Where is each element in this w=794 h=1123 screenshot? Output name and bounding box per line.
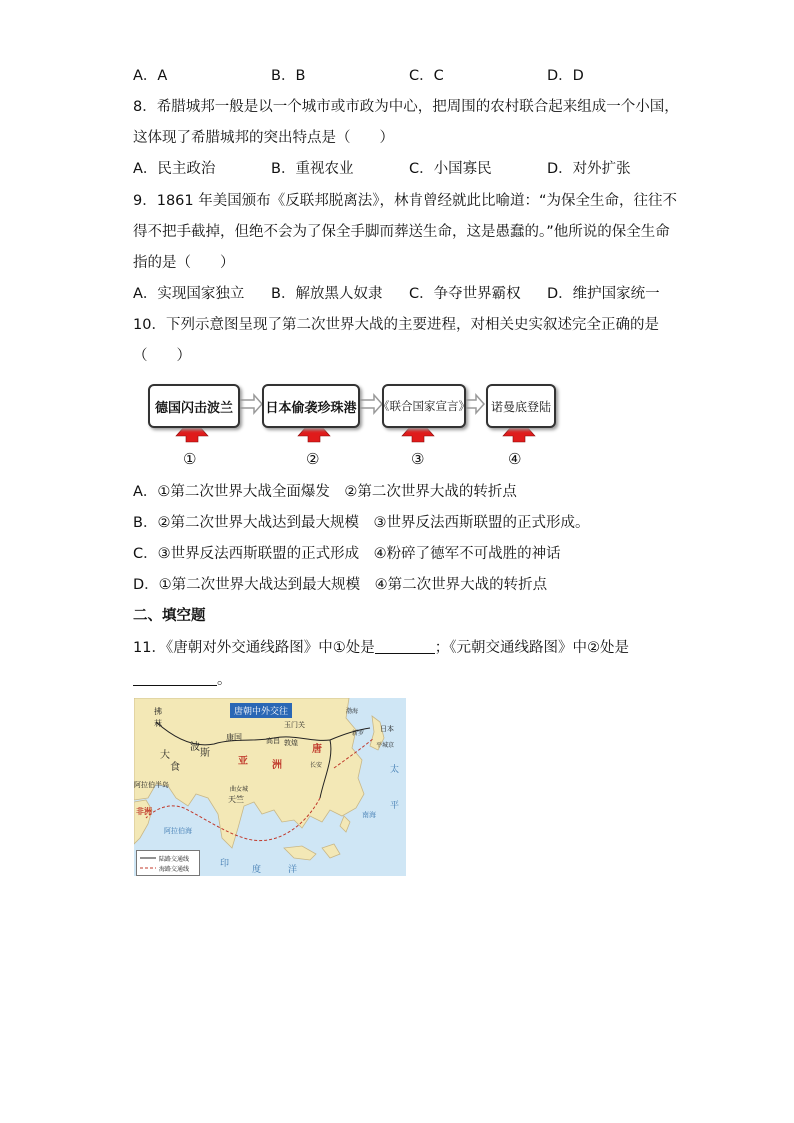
q7-option-c[interactable]: C．C (409, 68, 444, 84)
q8-option-a[interactable]: A．民主政治 (133, 161, 216, 177)
map-label-dunhuang: 敦煌 (284, 739, 298, 747)
map-label-zhou: 洲 (272, 760, 282, 771)
map-label-ya: 亚 (238, 756, 248, 767)
flow-number-3: ③ (411, 450, 425, 468)
map-label-shi: 食 (170, 762, 180, 773)
flow-box-3: 《联合国家宣言》 (382, 384, 466, 428)
q11-text-a: 11．《唐朝对外交通线路图》中①处是 (133, 640, 375, 656)
q10-option-d[interactable]: D．①第二次世界大战达到最大规模 ④第二次世界大战的转折点 (133, 577, 548, 593)
map-label-tianzhu: 天竺 (228, 795, 244, 804)
q8-stem-line1: 8．希腊城邦一般是以一个城市或市政为中心，把周围的农村联合起来组成一个小国， (133, 99, 679, 115)
q8-option-d[interactable]: D．对外扩张 (547, 161, 631, 177)
map-label-qunucheng: 曲女城 (230, 786, 249, 793)
section-heading-fill-blank: 二、填空题 (133, 608, 206, 624)
map-label-bo: 波 (190, 742, 200, 753)
map-legend (136, 850, 200, 876)
map-label-xinluo: 新罗 (352, 730, 365, 737)
map-title: 唐朝中外交往 (230, 703, 292, 718)
flow-box-4: 诺曼底登陆 (486, 384, 556, 428)
map-label-si: 斯 (200, 748, 210, 759)
map-label-fulin-2: 菻 (154, 719, 162, 728)
q8-option-c[interactable]: C．小国寡民 (409, 161, 492, 177)
q8-option-b[interactable]: B．重视农业 (271, 161, 354, 177)
map-label-yang: 洋 (288, 865, 298, 875)
q10-option-c[interactable]: C．③世界反法西斯联盟的正式形成 ④粉碎了德军不可战胜的神话 (133, 546, 561, 562)
map-label-yumenguan: 玉门关 (284, 721, 305, 729)
map-label-japan: 日本 (380, 725, 394, 733)
flow-box-2: 日本偷袭珍珠港 (262, 384, 360, 428)
q11-blank-1[interactable] (375, 639, 435, 654)
map-label-tai: 太 (390, 765, 400, 775)
map-label-heijokyo: 平城京 (376, 742, 395, 749)
q9-option-c[interactable]: C．争夺世界霸权 (409, 286, 521, 302)
q11-stem-line1 (133, 638, 629, 658)
map-label-africa: 非洲 (136, 807, 152, 816)
q11-text-b: ；《元朝交通线路图》中②处是 (434, 640, 629, 656)
flow-box-1: 德国闪击波兰 (148, 384, 240, 428)
hollow-arrow-1 (238, 395, 262, 413)
land-mass-islands (284, 816, 350, 860)
q7-option-d[interactable]: D．D (547, 68, 584, 84)
map-label-du: 度 (252, 865, 262, 875)
map-label-nanhai: 南海 (362, 811, 376, 819)
map-label-fulin-1: 拂 (154, 707, 162, 716)
ww2-flowchart (146, 380, 566, 472)
q9-option-d[interactable]: D．维护国家统一 (547, 286, 660, 302)
q11-text-c: 。 (217, 672, 232, 688)
map-label-kangguo: 康国 (226, 733, 242, 742)
map-label-yin: 印 (220, 859, 230, 869)
map-label-tang: 唐 (312, 744, 322, 755)
q7-option-a[interactable]: A．A (133, 68, 168, 84)
q10-option-b[interactable]: B．②第二次世界大战达到最大规模 ③世界反法西斯联盟的正式形成。 (133, 515, 590, 531)
map-label-ping: 平 (390, 801, 400, 811)
q9-option-b[interactable]: B．解放黑人奴隶 (271, 286, 383, 302)
q10-stem-line2: （ ） (133, 348, 191, 364)
map-label-gaochang: 高昌 (266, 737, 280, 745)
q10-stem-line1: 10．下列示意图呈现了第二次世界大战的主要进程，对相关史实叙述完全正确的是 (133, 317, 659, 333)
q7-option-b[interactable]: B．B (271, 68, 306, 84)
q10-option-a[interactable]: A．①第二次世界大战全面爆发 ②第二次世界大战的转折点 (133, 484, 517, 500)
q11-blank-2[interactable] (133, 671, 217, 686)
q8-stem-line2: 这体现了希腊城邦的突出特点是（ ） (133, 130, 394, 146)
map-label-arabian-sea: 阿拉伯海 (164, 827, 192, 835)
flow-number-1: ① (183, 450, 197, 468)
flow-number-2: ② (306, 450, 320, 468)
q9-stem-line1: 9．1861 年美国颁布《反联邦脱离法》，林肯曾经就此比喻道：“为保全生命，往往不 (133, 193, 677, 209)
q11-stem-line2 (133, 670, 232, 690)
q9-option-a[interactable]: A．实现国家独立 (133, 286, 245, 302)
map-label-bohai: 渤海 (346, 708, 359, 715)
map-label-da: 大 (160, 750, 170, 761)
flow-number-4: ④ (508, 450, 522, 468)
q9-stem-line2: 得不把手截掉，但绝不会为了保全手脚而葬送生命，这是愚蠢的。”他所说的保全生命 (133, 224, 670, 240)
map-label-arabia: 阿拉伯半岛 (134, 781, 169, 789)
map-label-changan: 长安 (310, 762, 323, 769)
legend-land-label: 陆路交通线 (159, 856, 190, 863)
legend-sea-label: 海路交通线 (159, 866, 190, 873)
tang-foreign-exchange-map (134, 698, 406, 876)
q9-stem-line3: 指的是（ ） (133, 255, 235, 271)
